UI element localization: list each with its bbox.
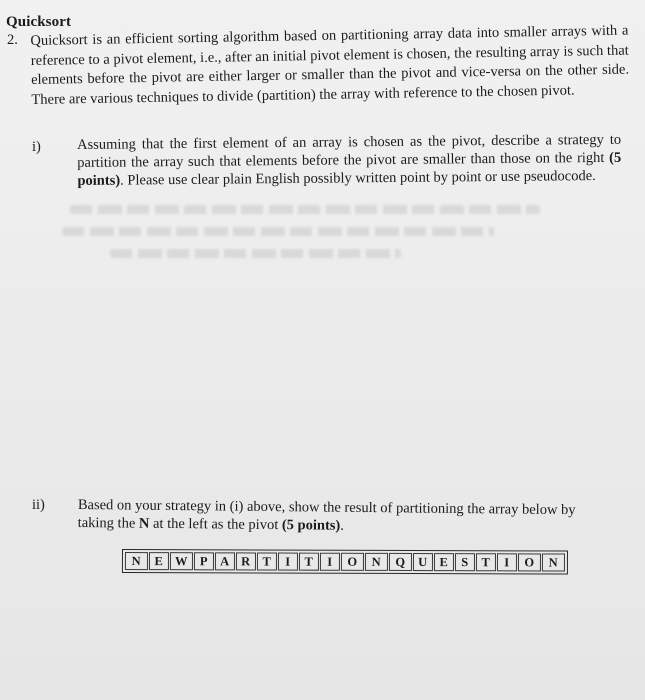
part-i-points: (5 points) [77,149,622,189]
part-ii-text-c: . [340,517,345,534]
array-cell: I [278,553,298,571]
array-cell: E [434,553,454,571]
part-ii-text-a: Based on your strategy in (i) above, show the result of partitioning the array below by taking the [77,496,576,532]
array-cell: R [236,552,256,570]
array-cell: E [149,552,169,570]
array-table [122,549,568,575]
part-ii-points: (5 points) [281,517,341,534]
array-cell: U [413,553,433,571]
part-i-text-b: . Please use clear plain English possibly written point by point or use pseudocode. [120,168,596,189]
array-cell: N [125,552,148,570]
question-intro [30,5,630,110]
part-i-label: i) [32,139,41,155]
array-cell: O [341,553,364,571]
bleed-through-text [70,205,540,265]
array-cell: O [518,553,541,571]
question-number: 2. [7,32,18,48]
array-cell: Q [389,553,412,571]
array-cell: N [365,553,388,571]
array-cell: T [299,553,319,571]
array-cell: N [542,553,565,571]
array-cell: I [320,553,340,571]
part-ii-prompt [78,496,588,537]
section-title: Quicksort [6,14,72,30]
part-ii-text-b: at the left as the pivot [149,515,282,534]
part-i-prompt [77,131,621,190]
array-cell: T [476,553,496,571]
array-cell: W [170,552,193,570]
array-cell: P [194,552,214,570]
array-cell: S [455,553,475,571]
array-cell: I [497,553,517,571]
array-cell: A [215,552,235,570]
question-intro-text: Quicksort is an efficient sorting algorithm based on partitioning array data into smaller arrays with a reference to a pivot element, i.e., after an initial pivot element is chosen, the resulting array is such that elements before the pivot are either larger or smaller than the pivot and vice-versa on the other side. There are various techniques to divide (partition) the array with reference to the chosen pivot. [30,22,630,108]
part-ii-pivot-letter: N [138,515,150,532]
part-i-text-a: Assuming that the first element of an array is chosen as the pivot, describe a strategy to partition the array such that elements before the pivot are smaller than those on the right [77,131,622,171]
array-cell: T [257,552,277,570]
part-ii-label: ii) [32,497,45,513]
